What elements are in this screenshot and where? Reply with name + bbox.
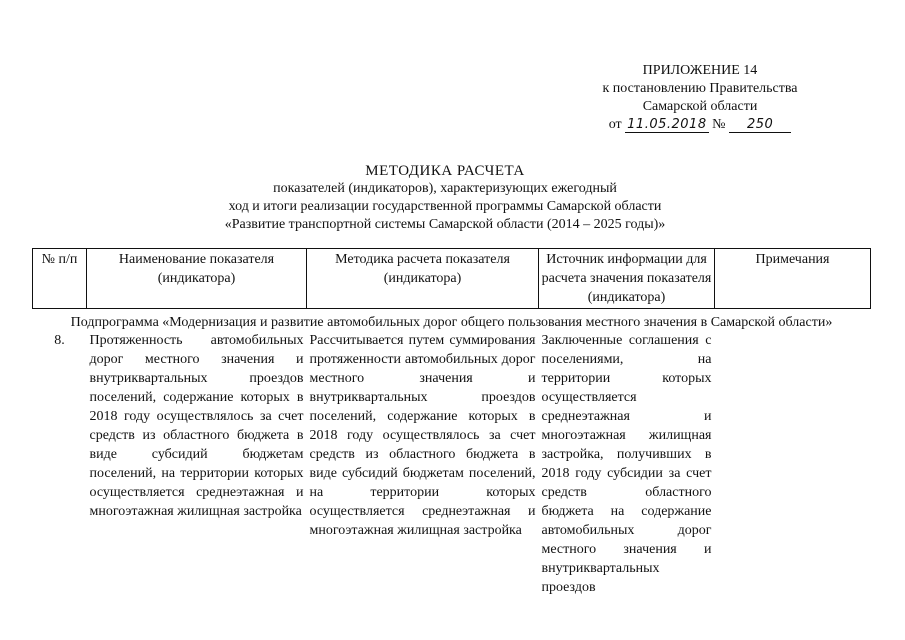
- header-source: Источник информации для расчета значения показателя (индикатора): [539, 249, 715, 309]
- appendix-label: ПРИЛОЖЕНИЕ 14: [642, 63, 758, 78]
- appendix-line-3: Самарской области: [642, 99, 758, 114]
- indicators-table: [32, 248, 871, 597]
- subprogram-title: Подпрограмма «Модернизация и развитие автомобильных дорог общего пользования местного значения в Самарской области»: [70, 315, 833, 330]
- row-notes: [715, 331, 871, 597]
- header-method: Методика расчета показателя (индикатора): [307, 249, 539, 309]
- table-header-row: [33, 249, 871, 309]
- document-title: [120, 162, 770, 234]
- title-line-2: ход и итоги реализации государственной программы Самарской области: [228, 199, 662, 214]
- title-line-1: показателей (индикаторов), характеризующих ежегодный: [273, 181, 617, 196]
- appendix-line-2: к постановлению Правительства: [602, 81, 798, 96]
- row-source: Заключенные соглашения с поселениями, на территории которых осуществляется среднеэтажная и многоэтажная жилищная застройка, получивших в 2018 году субсидии за счет средств областного бюджета на содержание автомобильных дорог местного значения и внутриквартальных проездов: [541, 333, 712, 595]
- row-indicator-name: Протяженность автомобильных дорог местного значения и внутриквартальных проездов поселений, содержание которых в 2018 году осуществлялось за счет средств из областного бюджета в виде субсидий бюджетам поселений, на территории которых осуществляется среднеэтажная и многоэтажная жилищная застройка: [89, 333, 304, 519]
- title-main: МЕТОДИКА РАСЧЕТА: [365, 163, 525, 179]
- row-number: 8.: [54, 333, 65, 348]
- subprogram-row: [33, 309, 871, 332]
- table-row: [33, 331, 871, 597]
- row-method: Рассчитывается путем суммирования протяженности автомобильных дорог местного значения и внутриквартальных проездов поселений, содержание которых в 2018 году осуществлялось за счет средств из областного бюджета в виде субсидий бюджетам поселений, на территории которых осуществляется среднеэтажная и многоэтажная жилищная застройка: [309, 333, 536, 538]
- appendix-number-sign: №: [712, 117, 726, 132]
- title-line-3: «Развитие транспортной системы Самарской области (2014 – 2025 годы)»: [224, 217, 666, 232]
- appendix-from: от: [608, 117, 622, 132]
- appendix-signature-line: [560, 116, 840, 134]
- header-number: № п/п: [33, 249, 87, 309]
- appendix-number: 250: [729, 117, 791, 133]
- header-indicator-name: Наименование показателя (индикатора): [87, 249, 307, 309]
- appendix-date: 11.05.2018: [627, 117, 707, 132]
- appendix-block: [560, 62, 840, 134]
- header-notes: Примечания: [715, 249, 871, 309]
